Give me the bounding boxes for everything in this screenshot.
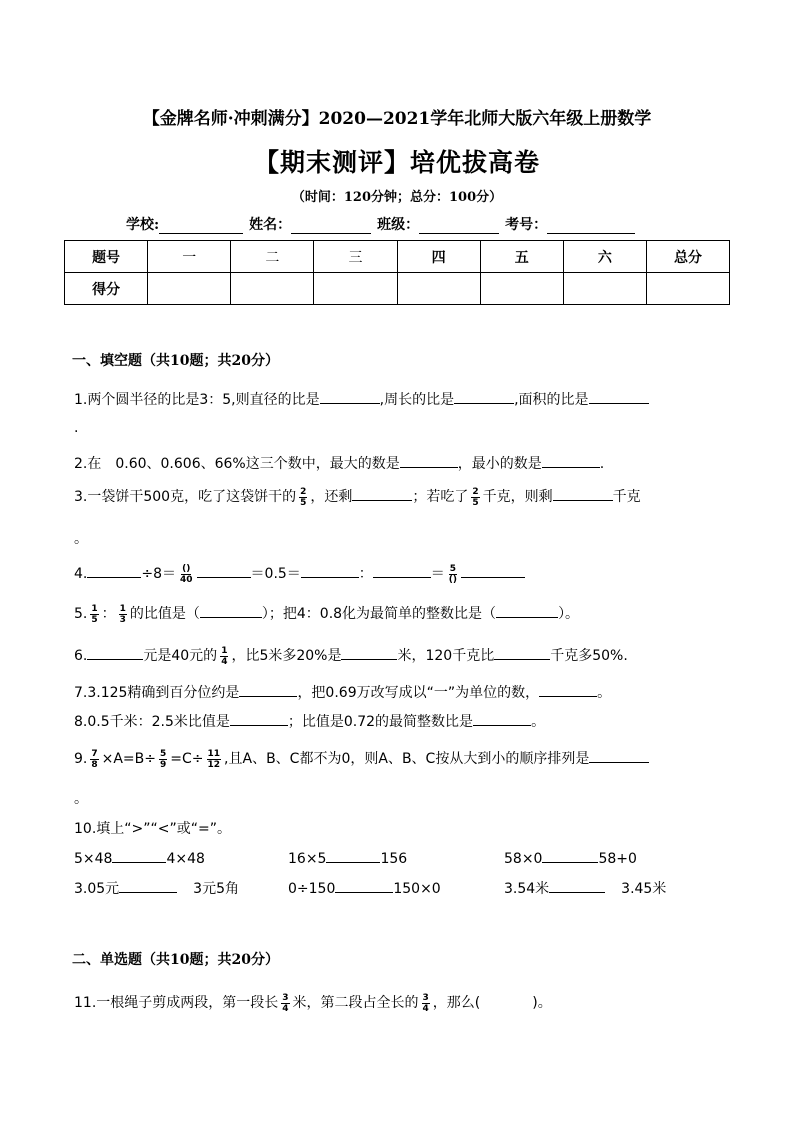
- question-3: [74, 486, 641, 508]
- q9-text-d: ,且A、B、C都不为0，则A、B、C按从大到小的顺序排列是: [224, 751, 590, 767]
- answer-blank[interactable]: [352, 486, 412, 501]
- score-cell-header: 一: [148, 241, 231, 273]
- answer-blank[interactable]: [589, 748, 649, 763]
- q5-text-c: 的比值是（: [129, 606, 200, 622]
- q10-right: 156: [380, 851, 408, 867]
- q8-text-c: 。: [531, 714, 546, 730]
- answer-blank[interactable]: [230, 711, 288, 726]
- q10-right: 3元5角: [193, 881, 239, 897]
- q7-text-b: ，把0.69万改写成以“一”为单位的数，: [297, 685, 540, 701]
- q11-text-d: )。: [532, 995, 552, 1011]
- q5-text-a: 5.: [74, 606, 88, 622]
- answer-blank[interactable]: [539, 682, 597, 697]
- q9-text-b: ×A=B÷: [101, 751, 156, 767]
- exam-main-title: 【期末测评】培优拔高卷: [253, 148, 540, 177]
- q7-text-a: 7.3.125精确到百分位约是: [74, 685, 240, 701]
- answer-blank[interactable]: [87, 645, 143, 660]
- class-label: 班级：: [377, 217, 420, 233]
- question-10-title: 10.填上“>”“<”或“=”。: [74, 821, 231, 837]
- q1-text-b: ,周长的比是: [379, 392, 455, 408]
- score-cell-header: 六: [563, 241, 646, 273]
- question-4: [74, 563, 525, 585]
- fraction: $\frac{5}{9}$: [160, 748, 167, 770]
- answer-blank[interactable]: [200, 603, 262, 618]
- score-table-score-row: [65, 273, 730, 305]
- q10-item: [74, 848, 205, 867]
- answer-blank[interactable]: [542, 453, 600, 468]
- q10-item: [288, 878, 441, 897]
- q10-left: 0÷150: [288, 881, 336, 897]
- q10-left: 3.05元: [74, 881, 120, 897]
- question-6: [74, 645, 628, 667]
- q2-text-b: ，最小的数是: [457, 456, 542, 472]
- question-7: [74, 682, 611, 702]
- answer-blank[interactable]: [341, 645, 397, 660]
- fraction: $\frac{7}{8}$: [91, 748, 98, 770]
- fraction: $\frac{3}{4}$: [422, 992, 429, 1014]
- score-cell-header: 总分: [646, 241, 729, 273]
- q1-text-c: ,面积的比是: [514, 392, 589, 408]
- q1-continuation: .: [74, 420, 79, 436]
- q4-text-d: ：: [358, 566, 373, 582]
- q9-text-c: =C÷: [170, 751, 204, 767]
- name-field[interactable]: [291, 217, 371, 234]
- school-label: 学校:: [126, 217, 160, 233]
- answer-blank[interactable]: [335, 878, 393, 893]
- q9-continuation: 。: [74, 791, 88, 807]
- score-cell-header: 三: [314, 241, 397, 273]
- question-8: [74, 711, 545, 731]
- q2-text-a: 2.在 0.60、0.606、66%这三个数中，最大的数是: [74, 456, 400, 472]
- answer-blank[interactable]: [400, 453, 458, 468]
- q10-item: [504, 848, 637, 867]
- answer-blank[interactable]: [373, 563, 431, 578]
- fraction: $\frac{5}{()}$: [448, 563, 458, 585]
- exam-time-score: （时间：120分钟；总分：100分）: [291, 190, 503, 205]
- score-cell-blank[interactable]: [231, 273, 314, 305]
- question-2: [74, 453, 604, 473]
- fraction: $\frac{1}{3}$: [119, 603, 126, 625]
- q4-text-e: ＝: [430, 566, 445, 582]
- q4-text-b: ÷8＝: [141, 566, 176, 582]
- q10-right: 3.45米: [621, 881, 667, 897]
- q6-text-d: 米，120千克比: [397, 648, 495, 664]
- q10-right: 58+0: [598, 851, 637, 867]
- q3-text-a: 3.一袋饼干500克，吃了这袋饼干的: [74, 489, 297, 505]
- q11-text-a: 11.一根绳子剪成两段，第一段长: [74, 995, 279, 1011]
- q5-text-d: ）；把4：0.8化为最简单的整数比是（: [261, 606, 497, 622]
- q10-left: 16×5: [288, 851, 327, 867]
- answer-blank[interactable]: [454, 389, 514, 404]
- question-9: [74, 748, 649, 770]
- fraction: $\frac{1}{4}$: [221, 645, 228, 667]
- q8-text-a: 8.0.5千米：2.5米比值是: [74, 714, 230, 730]
- q5-text-e: ）。: [558, 606, 580, 622]
- q7-text-c: 。: [597, 685, 612, 701]
- q6-text-e: 千克多50%.: [550, 648, 628, 664]
- score-row-label: 得分: [65, 273, 148, 305]
- score-cell-header: 五: [480, 241, 563, 273]
- answer-blank[interactable]: [301, 563, 359, 578]
- q6-text-c: ，比5米多20%是: [231, 648, 342, 664]
- answer-blank[interactable]: [239, 682, 297, 697]
- q11-text-c: ，那么(: [432, 995, 481, 1011]
- q4-text-a: 4.: [74, 566, 88, 582]
- answer-blank[interactable]: [326, 848, 380, 863]
- student-info-line: [126, 214, 641, 234]
- q1-text-a: 1.两个圆半径的比是3：5,则直径的比是: [74, 392, 320, 408]
- q6-text-a: 6.: [74, 648, 88, 664]
- question-5: [74, 603, 579, 625]
- q3-text-c: ；若吃了: [412, 489, 469, 505]
- score-cell-blank[interactable]: [563, 273, 646, 305]
- q10-item: [504, 878, 666, 898]
- score-cell-blank[interactable]: [480, 273, 563, 305]
- section-2-title: 二、单选题（共10题；共20分）: [72, 952, 279, 968]
- fraction: $\frac{2}{5}$: [472, 486, 479, 508]
- score-cell-blank[interactable]: [646, 273, 729, 305]
- answer-blank[interactable]: [589, 389, 649, 404]
- number-label: 考号：: [505, 217, 548, 233]
- answer-blank[interactable]: [197, 563, 251, 578]
- q10-right: 4×48: [166, 851, 205, 867]
- q3-text-b: ，还剩: [310, 489, 353, 505]
- answer-blank[interactable]: [461, 563, 525, 578]
- question-1: [74, 389, 649, 409]
- answer-blank[interactable]: [494, 645, 550, 660]
- score-table-header-row: [65, 241, 730, 273]
- q3-text-d: 千克，则剩: [482, 489, 553, 505]
- answer-blank[interactable]: [542, 848, 598, 863]
- answer-blank[interactable]: [473, 711, 531, 726]
- score-cell-header: 题号: [65, 241, 148, 273]
- answer-blank[interactable]: [112, 848, 166, 863]
- q10-item: [74, 878, 239, 898]
- q3-text-e: 千克: [612, 489, 641, 505]
- q10-left: 5×48: [74, 851, 113, 867]
- q4-text-c: ＝0.5＝: [250, 566, 301, 582]
- q5-text-b: ：: [101, 606, 116, 622]
- fraction: $\frac{2}{5}$: [300, 486, 307, 508]
- q8-text-b: ；比值是0.72的最简整数比是: [287, 714, 474, 730]
- school-field[interactable]: [159, 217, 243, 234]
- answer-blank[interactable]: [496, 603, 558, 618]
- score-cell-header: 二: [231, 241, 314, 273]
- fraction: $\frac{()}{40}$: [180, 563, 193, 585]
- score-cell-blank[interactable]: [397, 273, 480, 305]
- class-field[interactable]: [419, 217, 499, 234]
- answer-blank[interactable]: [87, 563, 141, 578]
- answer-blank[interactable]: [553, 486, 613, 501]
- q10-right: 150×0: [393, 881, 441, 897]
- q10-item: [288, 848, 407, 867]
- answer-blank[interactable]: [119, 878, 177, 893]
- fraction: $\frac{3}{4}$: [282, 992, 289, 1014]
- answer-blank[interactable]: [320, 389, 380, 404]
- section-1-title: 一、填空题（共10题；共20分）: [72, 353, 279, 369]
- number-field[interactable]: [547, 217, 635, 234]
- score-cell-header: 四: [397, 241, 480, 273]
- q9-text-a: 9.: [74, 751, 88, 767]
- q6-text-b: 元是40元的: [143, 648, 218, 664]
- q10-left: 58×0: [504, 851, 543, 867]
- fraction: $\frac{1}{5}$: [91, 603, 98, 625]
- name-label: 姓名：: [249, 217, 292, 233]
- q3-continuation: 。: [74, 531, 88, 547]
- score-cell-blank[interactable]: [148, 273, 231, 305]
- score-table: [64, 240, 730, 305]
- fraction: $\frac{11}{12}$: [207, 748, 221, 770]
- q10-left: 3.54米: [504, 881, 550, 897]
- q2-text-c: .: [599, 456, 605, 472]
- score-cell-blank[interactable]: [314, 273, 397, 305]
- answer-blank[interactable]: [549, 878, 605, 893]
- exam-series-title: 【金牌名师·冲刺满分】2020—2021学年北师大版六年级上册数学: [142, 109, 652, 129]
- question-11: [74, 992, 552, 1014]
- q11-text-b: 米，第二段占全长的: [292, 995, 419, 1011]
